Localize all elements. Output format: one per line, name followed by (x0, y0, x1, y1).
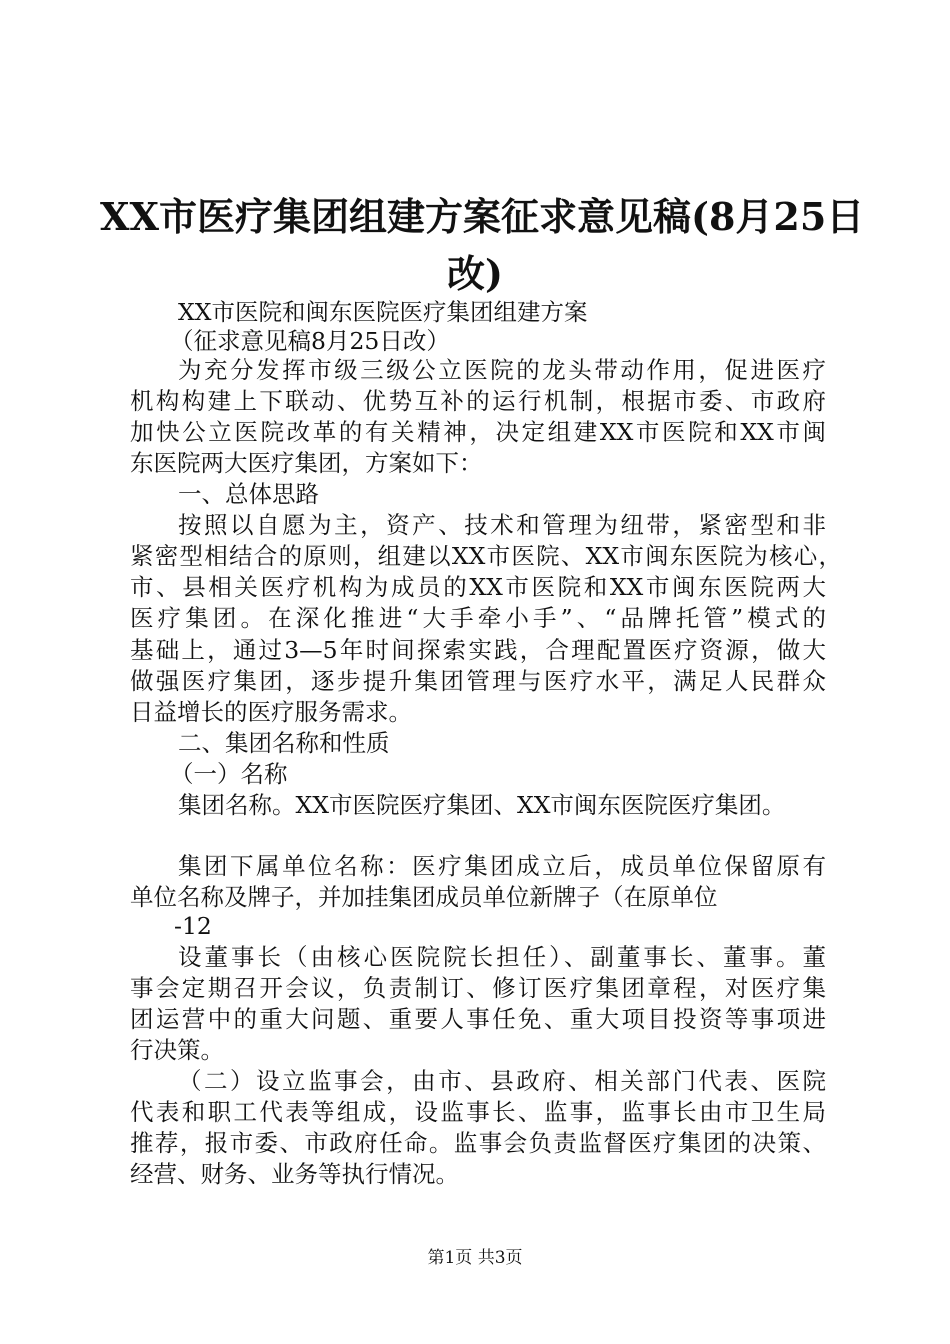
paragraph-line: 团运营中的重大问题、重要人事任免、重大项目投资等事项进 (130, 1005, 826, 1033)
paragraph-line: 集团名称。XX市医院医疗集团、XX市闽东医院医疗集团。 (178, 791, 786, 819)
document-title-line-1: XX市医疗集团组建方案征求意见稿(8月25日 (100, 194, 865, 239)
document-title-line-2: 改) (447, 251, 503, 296)
section-heading: 一、总体思路 (178, 480, 319, 508)
paragraph-line: 设董事长（由核心医院院长担任）、副董事长、董事。董 (178, 943, 826, 971)
paragraph-line: 紧密型相结合的原则，组建以XX市医院、XX市闽东医院为核心， (130, 542, 842, 570)
paragraph-line: 机构构建上下联动、优势互补的运行机制，根据市委、市政府 (130, 387, 826, 415)
subsection-heading: （一）名称 (170, 760, 288, 788)
paragraph-line: 做强医疗集团，逐步提升集团管理与医疗水平，满足人民群众 (130, 667, 826, 695)
paragraph-line: 按照以自愿为主，资产、技术和管理为纽带，紧密型和非 (178, 511, 826, 539)
paragraph-line: 推荐，报市委、市政府任命。监事会负责监督医疗集团的决策、 (130, 1129, 826, 1157)
paragraph-line: 东医院两大医疗集团，方案如下： (130, 449, 483, 477)
paragraph-line: 行决策。 (130, 1036, 224, 1064)
paragraph-line: 事会定期召开会议，负责制订、修订医疗集团章程，对医疗集 (130, 974, 826, 1002)
paragraph-line: 为充分发挥市级三级公立医院的龙头带动作用，促进医疗 (178, 356, 826, 384)
section-heading: 二、集团名称和性质 (178, 729, 390, 757)
paragraph-line: （二）设立监事会，由市、县政府、相关部门代表、医院 (178, 1067, 826, 1095)
paragraph-line: 经营、财务、业务等执行情况。 (130, 1160, 459, 1188)
page-fragment-marker: -12 (174, 912, 212, 940)
paragraph-line: 加快公立医院改革的有关精神，决定组建XX市医院和XX市闽 (130, 418, 826, 446)
paragraph-line: 集团下属单位名称：医疗集团成立后，成员单位保留原有 (178, 852, 826, 880)
paragraph-line: 日益增长的医疗服务需求。 (130, 698, 412, 726)
subtitle-line: XX市医院和闽东医院医疗集团组建方案 (178, 298, 588, 326)
page-number-footer: 第1页 共3页 (427, 1248, 523, 1268)
paragraph-line: 基础上，通过3—5年时间探索实践，合理配置医疗资源，做大 (130, 636, 826, 664)
paragraph-line: 市、县相关医疗机构为成员的XX市医院和XX市闽东医院两大 (130, 573, 826, 601)
draft-note-line: （征求意见稿8月25日改） (170, 327, 450, 355)
paragraph-line: 代表和职工代表等组成，设监事长、监事，监事长由市卫生局 (130, 1098, 826, 1126)
paragraph-line: 医疗集团。在深化推进“大手牵小手”、“品牌托管”模式的 (130, 604, 826, 632)
paragraph-line: 单位名称及牌子，并加挂集团成员单位新牌子（在原单位 (130, 883, 718, 911)
